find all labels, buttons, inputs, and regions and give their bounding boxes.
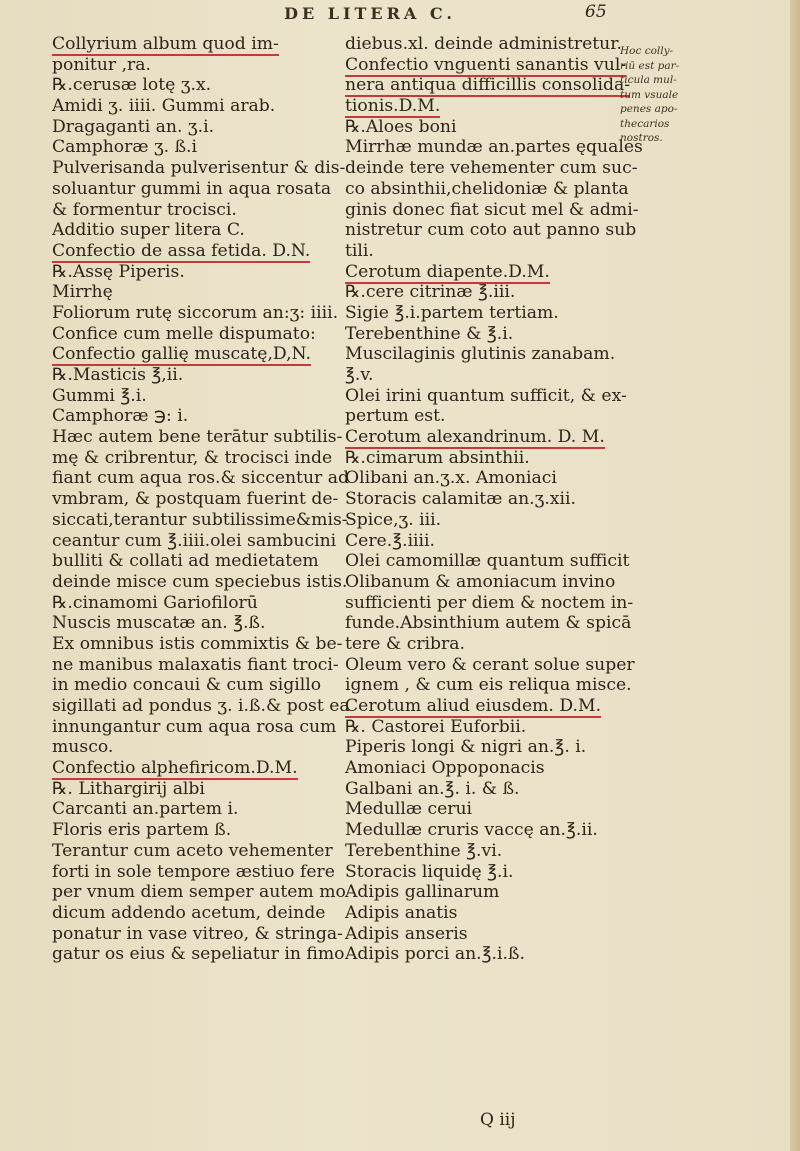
text-line	[345, 34, 623, 55]
recipe-heading	[345, 262, 615, 283]
line-text: Cerotum diapente.D.M.	[345, 261, 550, 282]
line-text: Terantur cum aceto vehementer	[52, 840, 333, 861]
text-line	[345, 882, 615, 903]
text-line	[345, 634, 615, 655]
line-text: bulliti & collati ad medietatem	[52, 551, 319, 572]
line-text: Olei irini quantum sufficit, & ex-	[345, 385, 627, 406]
text-line	[52, 903, 337, 924]
line-text: Galbani an.℥. i. & ß.	[345, 778, 520, 799]
text-line	[345, 385, 627, 407]
line-text: ℞.cerusæ lotę ʒ.x.	[52, 75, 212, 96]
line-text: innungantur cum aqua rosa cum	[52, 716, 337, 737]
recipe-heading	[345, 75, 631, 96]
text-line	[345, 737, 615, 758]
text-line	[345, 448, 615, 469]
text-line	[52, 179, 337, 200]
line-text: ℥.v.	[345, 365, 374, 385]
line-text: ignem , & cum eis reliqua misce.	[345, 675, 632, 696]
line-text: Additio super litera C.	[52, 220, 245, 241]
line-text: tionis.D.M.	[345, 96, 441, 117]
line-text: musco.	[52, 737, 114, 758]
line-text: Medullæ cerui	[345, 799, 473, 820]
text-line	[345, 758, 615, 779]
text-line	[52, 633, 343, 655]
line-text: Storacis liquidę ℥.i.	[345, 861, 514, 882]
line-text: Adipis anatis	[345, 902, 458, 923]
line-text: ceantur cum ℥.iiii.olei sambucini	[52, 530, 337, 551]
line-text: ponitur ,ra.	[52, 54, 151, 75]
text-line	[345, 799, 615, 820]
line-text: Hæc autem bene terātur subtilis-	[52, 427, 343, 448]
line-text: Amoniaci Oppoponacis	[345, 758, 545, 779]
text-line	[52, 509, 348, 531]
line-text: deinde misce cum speciebus istis.	[52, 571, 348, 592]
line-text: ginis donec fiat sicut mel & admi-	[345, 199, 639, 220]
text-line	[345, 924, 615, 945]
line-text: co absinthii,chelidoniæ & planta	[345, 178, 629, 199]
line-text: Confectio vnguenti sanantis vul-	[345, 54, 627, 75]
text-line	[52, 841, 337, 862]
text-line	[52, 427, 343, 448]
text-line	[52, 200, 337, 221]
recipe-heading	[345, 696, 615, 717]
text-line	[52, 613, 337, 634]
line-text: Medullæ cruris vaccę an.℥.ii.	[345, 820, 598, 841]
text-line	[345, 158, 638, 179]
text-line	[52, 675, 337, 696]
line-text: sufficienti per diem & noctem in-	[345, 592, 634, 613]
line-text: & formentur trocisci.	[52, 199, 237, 220]
text-line	[345, 220, 637, 241]
text-line	[345, 303, 615, 324]
line-text: tili.	[345, 240, 374, 261]
line-text: Olibanum & amoniacum invino	[345, 571, 616, 592]
line-text: Sigie ℥.i.partem tertiam.	[345, 302, 559, 323]
text-line	[52, 551, 337, 572]
line-text: vmbram, & postquam fuerint de-	[52, 489, 339, 510]
marginal-line: penes apo-	[620, 103, 678, 115]
text-line	[345, 551, 630, 572]
line-text: ne manibus malaxatis fiant troci-	[52, 654, 339, 675]
text-line	[345, 324, 615, 345]
text-line	[52, 531, 337, 552]
text-line	[52, 944, 345, 965]
text-line	[52, 386, 337, 407]
line-text: soluantur gummi in aqua rosata	[52, 178, 332, 199]
text-line	[52, 137, 337, 158]
text-line	[345, 241, 615, 262]
line-text: Carcanti an.partem i.	[52, 799, 239, 820]
line-text: nera antiqua difficillis consolida-	[345, 75, 631, 96]
text-line	[52, 75, 337, 96]
text-line	[345, 282, 615, 303]
left-column	[52, 34, 350, 965]
folio-number: 65	[585, 2, 607, 22]
line-text: nistretur cum coto aut panno sub	[345, 220, 637, 241]
text-line	[52, 779, 337, 800]
text-line	[52, 696, 350, 717]
text-line	[345, 365, 615, 386]
line-text: in medio concaui & cum sigillo	[52, 675, 322, 696]
line-text: Foliorum rutę siccorum an:ʒ: iiii.	[52, 302, 339, 323]
recipe-heading	[345, 54, 627, 76]
text-line	[52, 717, 337, 738]
line-text: Floris eris partem ß.	[52, 820, 232, 841]
line-text: pertum est.	[345, 406, 446, 427]
text-line	[345, 406, 615, 427]
line-text: ℞. Castorei Euforbii.	[345, 716, 527, 737]
text-line	[345, 510, 615, 531]
line-text: ℞.cinamomi Gariofilorū	[52, 592, 258, 613]
text-line	[52, 96, 337, 117]
line-text: Adipis porci an.℥.i.ß.	[345, 944, 525, 965]
marginal-line: ticula mul-	[620, 74, 677, 86]
line-text: ℞. Lithargirij albi	[52, 778, 205, 799]
text-line	[345, 199, 639, 221]
line-text: Mirrhæ mundæ an.partes ęquales	[345, 137, 643, 158]
line-text: Cere.℥.iiii.	[345, 530, 436, 551]
text-line	[52, 406, 337, 427]
text-line	[345, 344, 615, 365]
line-text: Piperis longi & nigri an.℥. i.	[345, 737, 587, 758]
text-line	[52, 799, 337, 820]
text-line	[345, 675, 632, 696]
text-line	[52, 282, 337, 303]
text-line	[52, 220, 337, 241]
line-text: ℞.Assę Piperis.	[52, 261, 185, 282]
text-line	[345, 779, 615, 800]
text-line	[52, 923, 343, 945]
text-line	[345, 137, 643, 158]
recipe-heading	[345, 96, 615, 117]
text-line	[52, 820, 337, 841]
line-text: Camphoræ ℈: i.	[52, 406, 189, 427]
line-text: ponatur in vase vitreo, & stringa-	[52, 923, 343, 944]
line-text: forti in sole tempore æstiuo fere	[52, 861, 335, 882]
line-text: Cerotum aliud eiusdem. D.M.	[345, 696, 602, 716]
text-line	[52, 55, 337, 76]
line-text: siccati,terantur subtilissime&mis-	[52, 509, 348, 530]
line-text: Terebenthine & ℥.i.	[345, 323, 514, 344]
recipe-heading	[345, 427, 615, 448]
text-line	[52, 655, 337, 676]
line-text: ℞.cimarum absinthii.	[345, 447, 530, 468]
text-line	[52, 448, 337, 469]
line-text: Olibani an.ʒ.x. Amoniaci	[345, 468, 557, 489]
line-text: per vnum diem semper autem mo	[52, 882, 346, 903]
text-line	[52, 365, 337, 386]
text-line	[345, 944, 615, 965]
recipe-heading	[52, 241, 337, 262]
line-text: Ex omnibus istis commixtis & be-	[52, 633, 343, 654]
text-line	[345, 468, 615, 489]
text-line	[345, 654, 635, 676]
line-text: Adipis anseris	[345, 923, 468, 944]
line-text: funde.Absinthium autem & spicā	[345, 613, 632, 634]
text-line	[52, 571, 348, 593]
line-text: Pulverisanda pulverisentur & dis-	[52, 158, 346, 179]
line-text: Amidi ʒ. iiii. Gummi arab.	[52, 96, 276, 117]
signature-mark: Q iij	[480, 1110, 516, 1130]
line-text: Muscilaginis glutinis zanabam.	[345, 344, 616, 365]
marginal-line: tum vsuale	[620, 88, 679, 101]
line-text: Adipis gallinarum	[345, 882, 500, 903]
line-text: Confice cum melle dispumato:	[52, 323, 316, 344]
text-line	[52, 158, 346, 179]
marginal-note	[620, 44, 700, 146]
line-text: Camphoræ ʒ. ß.i	[52, 137, 198, 158]
text-line	[52, 882, 346, 903]
page-edge	[790, 0, 800, 1151]
text-line	[52, 117, 337, 138]
line-text: deinde tere vehementer cum suc-	[345, 158, 638, 179]
line-text: Olei camomillæ quantum sufficit	[345, 551, 630, 572]
text-line	[52, 737, 337, 758]
line-text: mę & cribrentur, & trocisci inde	[52, 447, 333, 468]
line-text: Oleum vero & cerant solue super	[345, 654, 635, 675]
text-line	[345, 592, 634, 614]
line-text: sigillati ad pondus ʒ. i.ß.& post ea	[52, 696, 350, 716]
marginal-line: nostros.	[620, 132, 663, 144]
text-line	[345, 117, 615, 138]
text-line	[52, 324, 337, 345]
text-line	[345, 178, 629, 200]
text-line	[345, 572, 615, 593]
line-text: ℞.cere citrinæ ℥.iii.	[345, 282, 516, 303]
recipe-heading	[52, 34, 337, 55]
line-text: diebus.xl. deinde administretur.	[345, 34, 623, 54]
text-line	[345, 841, 615, 862]
line-text: gatur os eius & sepeliatur in fimo	[52, 944, 345, 965]
text-line	[345, 531, 615, 552]
text-line	[52, 862, 337, 883]
marginal-line: riū est par-	[620, 59, 680, 72]
recipe-heading	[52, 758, 337, 779]
line-text: Cerotum alexandrinum. D. M.	[345, 427, 605, 448]
text-line	[345, 717, 615, 738]
line-text: ℞.Aloes boni	[345, 116, 457, 137]
line-text: Collyrium album quod im-	[52, 34, 279, 54]
line-text: Mirrhę	[52, 282, 113, 303]
marginal-line: Hoc colly-	[620, 45, 674, 57]
line-text: Confectio de assa fetida. D.N.	[52, 240, 311, 261]
text-line	[345, 820, 615, 841]
line-text: tere & cribra.	[345, 633, 465, 654]
text-line	[52, 303, 337, 324]
line-text: Terebenthine ℥.vi.	[345, 840, 503, 861]
text-line	[52, 468, 349, 489]
line-text: ℞.Masticis ℥,ii.	[52, 365, 184, 385]
text-line	[52, 593, 337, 614]
line-text: Gummi ℥.i.	[52, 385, 147, 406]
text-line	[345, 613, 632, 634]
text-line	[52, 489, 337, 510]
line-text: Confectio gallię muscatę,D,N.	[52, 344, 311, 365]
line-text: Dragaganti an. ʒ.i.	[52, 116, 215, 137]
recipe-heading	[52, 344, 337, 365]
line-text: Storacis calamitæ an.ʒ.xii.	[345, 489, 576, 510]
line-text: Nuscis muscatæ an. ℥.ß.	[52, 613, 266, 634]
text-line	[345, 489, 615, 510]
text-line	[345, 903, 615, 924]
line-text: dicum addendo acetum, deinde	[52, 902, 326, 923]
line-text: Spice,ʒ. iii.	[345, 509, 442, 530]
line-text: Confectio alphefiricom.D.M.	[52, 758, 298, 779]
line-text: fiant cum aqua ros.& siccentur ad	[52, 468, 349, 489]
running-head: DE LITERA C.	[284, 4, 456, 23]
text-line	[345, 862, 615, 883]
marginal-line: thecarios	[620, 117, 670, 130]
text-line	[52, 262, 337, 283]
